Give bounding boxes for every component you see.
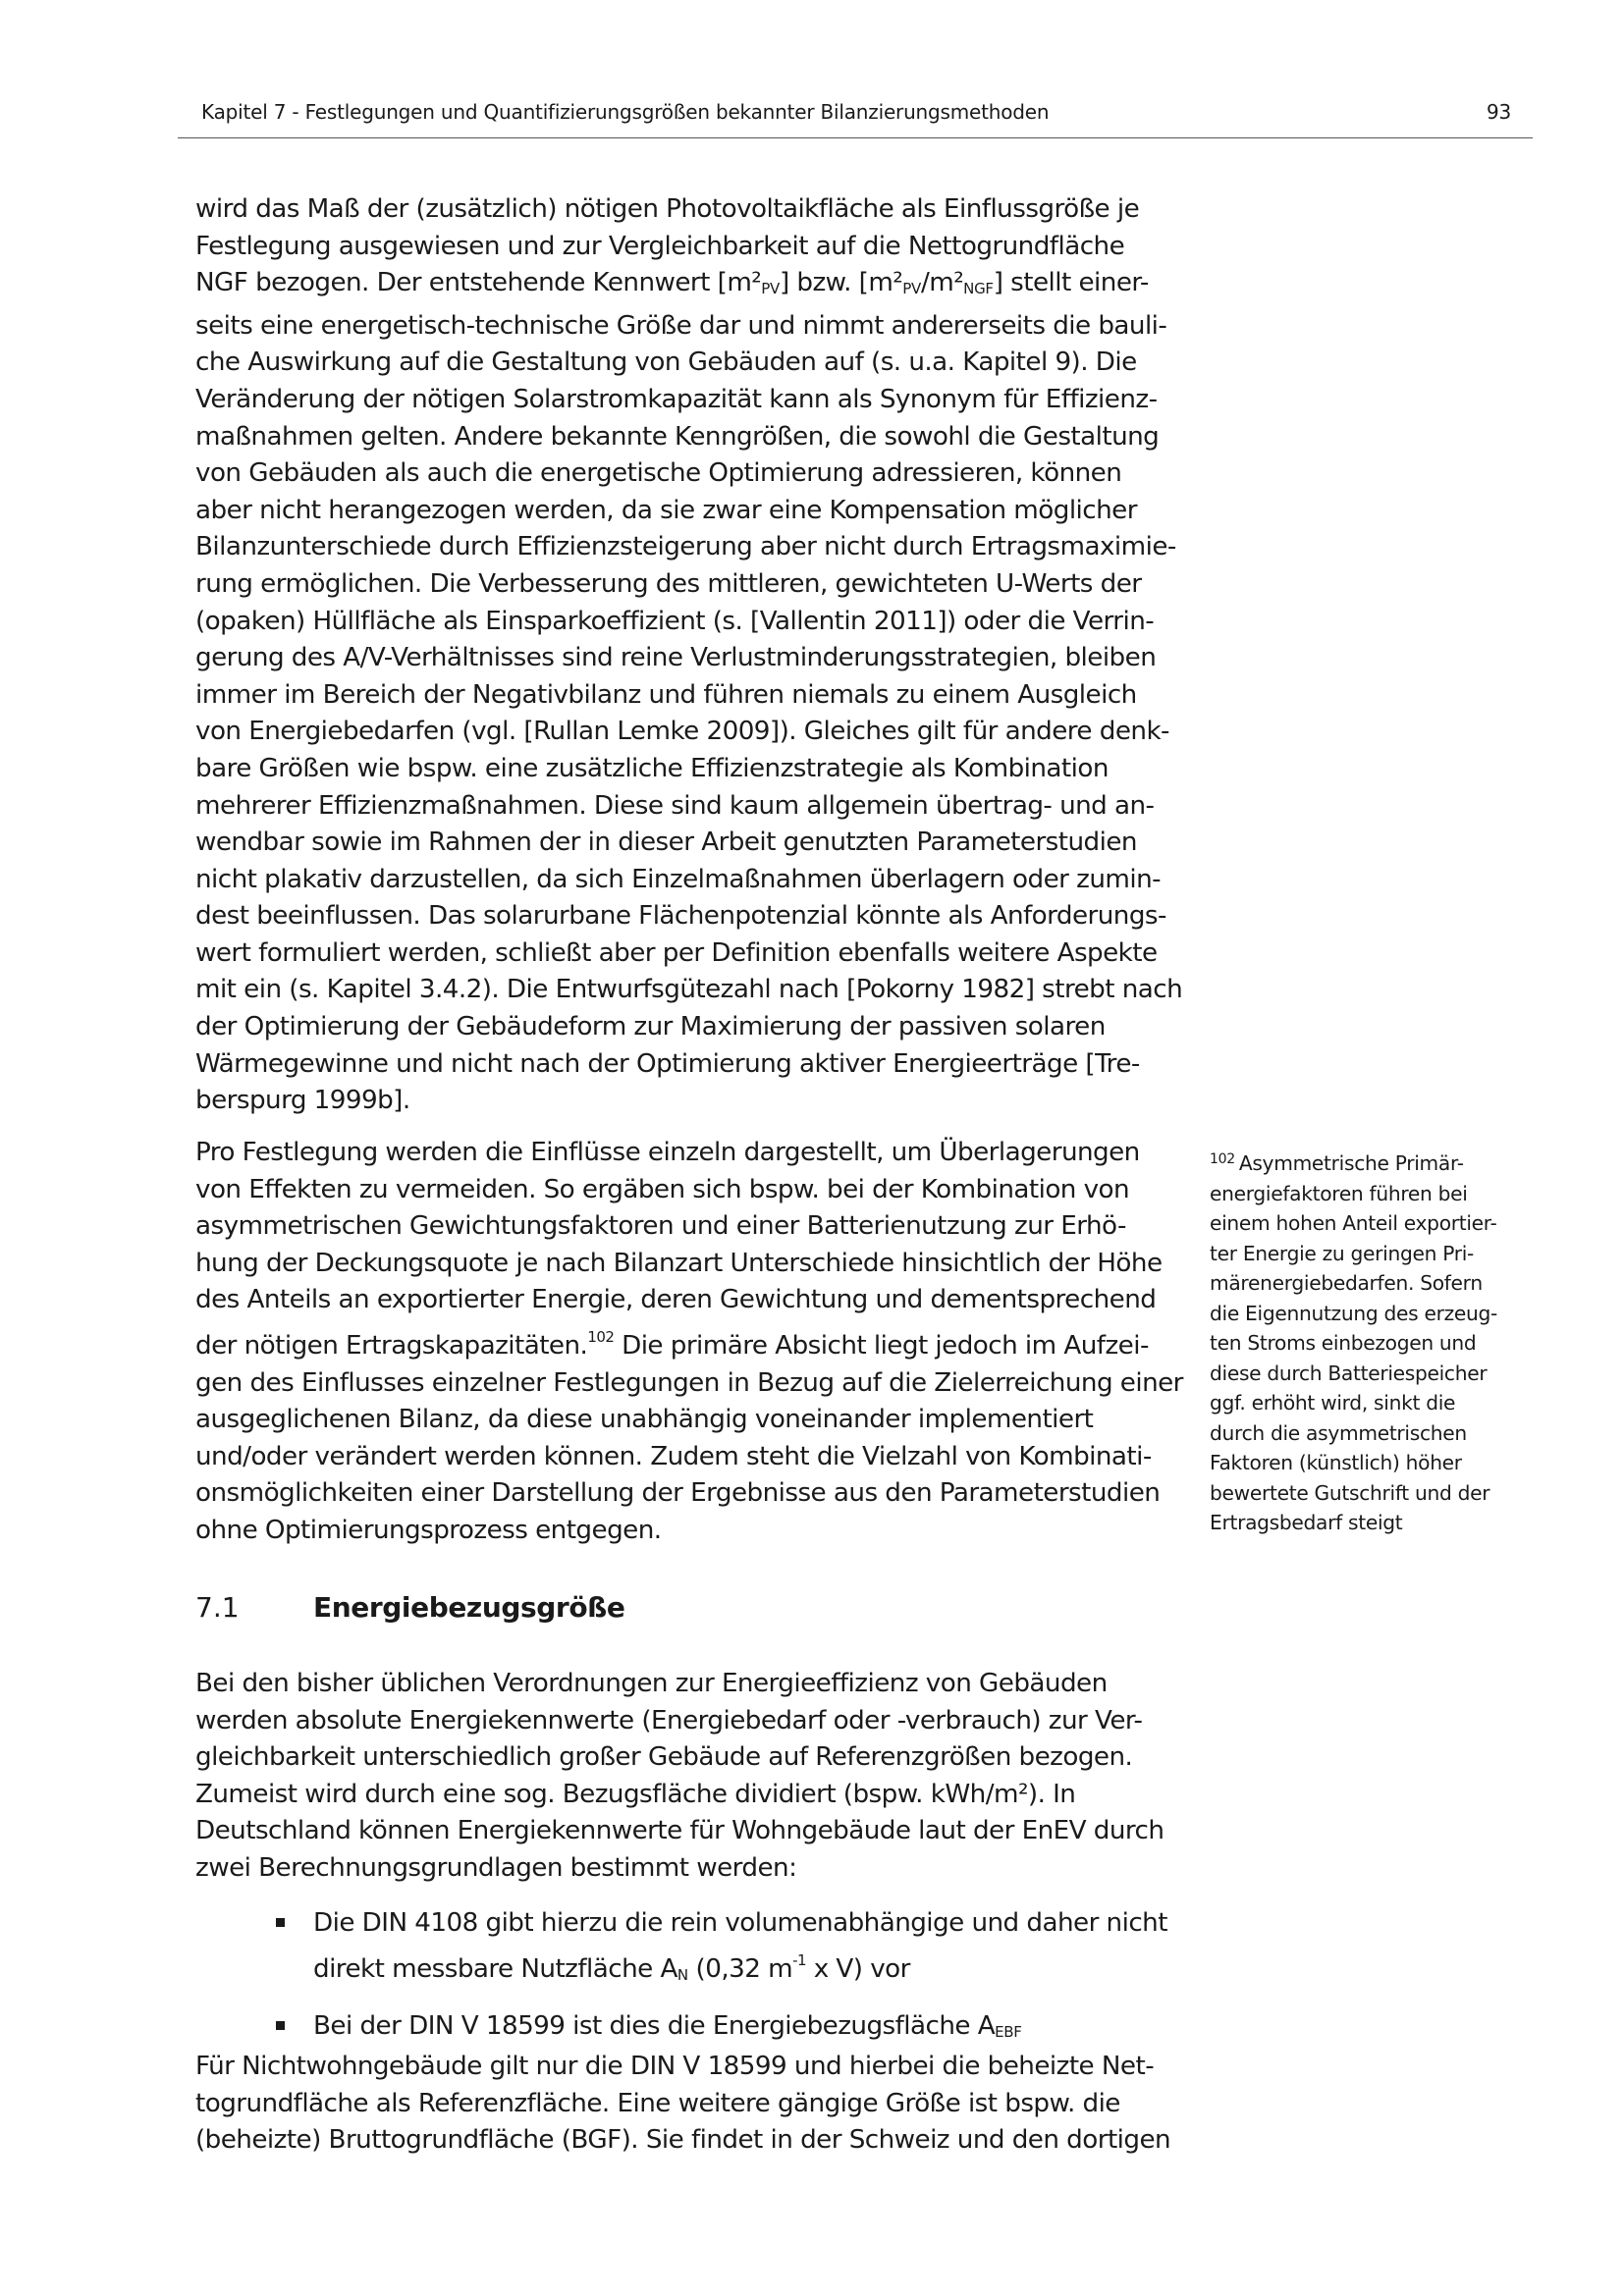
footnote-mark: 102 (1210, 1151, 1235, 1167)
text-line: Pro Festlegung werden die Einflüsse einzeln dargestellt, um Überlagerungen (195, 1138, 1140, 1167)
text-line: rung ermöglichen. Die Verbesserung des mittleren, gewichteten U-Werts der (195, 568, 1142, 599)
text-line: NGF bezogen. Der entstehende Kennwert $[m^2_{PV}]$ bzw. $[m^2_{PV}/m^2_{NGF}]$ stellt einer- (195, 268, 1149, 298)
text-line: (opaken) Hüllfläche als Einsparkoeffizient (s. [Vallentin 2011]) oder die Verrin- (195, 606, 1155, 636)
text-line: che Auswirkung auf die Gestaltung von Gebäuden auf (s. u.a. Kapitel 9). Die (195, 347, 1137, 378)
section-number: 7.1 (195, 1591, 240, 1624)
list-item (195, 2008, 1177, 2052)
page-number: 93 (1486, 100, 1511, 124)
text-line: werden absolute Energiekennwerte (Energiebedarf oder -verbrauch) zur Ver- (195, 1705, 1143, 1735)
text-line: seits eine energetisch-technische Größe dar und nimmt andererseits die bauli- (195, 310, 1167, 341)
text-line: $^{102}$ Asymmetrische Primär- (1210, 1151, 1464, 1175)
text-line: immer im Bereich der Negativbilanz und führen niemals zu einem Ausgleich (195, 679, 1137, 710)
text-line: der nötigen Ertragskapazitäten.$^{102}$ Die primäre Absicht liegt jedoch im Aufzei- (195, 1327, 1149, 1361)
text-line: mehrerer Effizienzmaßnahmen. Diese sind kaum allgemein übertrag- und an- (195, 790, 1155, 821)
text-line: Bei der DIN V 18599 ist dies die Energiebezugsfläche $A_{EBF}$ (313, 2011, 1022, 2042)
text-line: Ertragsbedarf steigt (1210, 1511, 1403, 1534)
text-line: bewertete Gutschrift und der (1210, 1480, 1490, 1505)
text-line: Die DIN 4108 gibt hierzu die rein volumenabhängige und daher nicht (313, 1908, 1167, 1938)
text-line: maßnahmen gelten. Andere bekannte Kenngrößen, die sowohl die Gestaltung (195, 421, 1160, 452)
paragraph-2 (195, 1135, 1183, 1550)
text-line: berspurg 1999b]. (195, 1086, 410, 1116)
paragraph-3 (195, 1666, 1177, 1888)
text-line: hung der Deckungsquote je nach Bilanzart Unterschiede hinsichtlich der Höhe (195, 1248, 1163, 1278)
text-line: direkt messbare Nutzfläche $A_N$ (0,32 $m^{-1}$ x V) vor (313, 1950, 910, 1984)
paragraph-1 (195, 191, 1183, 1120)
text-line: Zumeist wird durch eine sog. Bezugsfläche dividiert (bspw. kWh/m²). In (195, 1779, 1076, 1809)
text-line: Wärmegewinne und nicht nach der Optimierung aktiver Energieerträge [Tre- (195, 1048, 1140, 1079)
text-line: Für Nichtwohngebäude gilt nur die DIN V 18599 und hierbei die beheizte Net- (195, 2052, 1155, 2081)
text-line: ter Energie zu geringen Pri- (1210, 1241, 1475, 1265)
text-line: bare Größen wie bspw. eine zusätzliche Effizienzstrategie als Kombination (195, 753, 1109, 783)
bullet-list (195, 1905, 1177, 2052)
text-line: (beheizte) Bruttogrundfläche (BGF). Sie findet in der Schweiz und den dortigen (195, 2125, 1171, 2156)
text-line: dest beeinflussen. Das solarurbane Flächenpotenzial könnte als Anforderungs- (195, 901, 1166, 932)
text-line: ausgeglichenen Bilanz, da diese unabhängig voneinander implementiert (195, 1405, 1094, 1435)
text-line: ohne Optimierungsprozess entgegen. (195, 1515, 662, 1545)
text-line: Festlegung ausgewiesen und zur Vergleichbarkeit auf die Nettogrundfläche (195, 231, 1125, 261)
section-title: Energiebezugsgröße (313, 1591, 625, 1624)
text-line: Bilanzunterschiede durch Effizienzsteigerung aber nicht durch Ertragsmaximie- (195, 532, 1176, 562)
text-line: energiefaktoren führen bei (1210, 1181, 1468, 1205)
text-line: märenergiebedarfen. Sofern (1210, 1271, 1483, 1295)
footnote-reference[interactable]: 102 (587, 1327, 615, 1346)
section-heading (195, 1590, 624, 1626)
paragraph-4 (195, 2049, 1177, 2160)
text-line: wert formuliert werden, schließt aber per Definition ebenfalls weitere Aspekte (195, 937, 1158, 968)
chapter-title: Kapitel 7 - Festlegungen und Quantifizierungsgrößen bekannter Bilanzierungsmethoden (201, 100, 1050, 124)
text-line: Bei den bisher üblichen Verordnungen zur Energieeffizienz von Gebäuden (195, 1669, 1108, 1698)
text-line: ggf. erhöht wird, sinkt die (1210, 1391, 1456, 1415)
list-item (195, 1905, 1177, 1994)
text-line: zwei Berechnungsgrundlagen bestimmt werden: (195, 1852, 797, 1883)
text-line: ten Stroms einbezogen und (1210, 1331, 1477, 1355)
text-line: nicht plakativ darzustellen, da sich Einzelmaßnahmen überlagern oder zumin- (195, 864, 1162, 894)
margin-footnote (1210, 1145, 1534, 1538)
text-line: des Anteils an exportierter Energie, deren Gewichtung und dementsprechend (195, 1285, 1157, 1315)
text-line: onsmöglichkeiten einer Darstellung der Ergebnisse aus den Parameterstudien (195, 1478, 1161, 1509)
text-line: von Gebäuden als auch die energetische Optimierung adressieren, können (195, 458, 1122, 489)
text-line: togrundfläche als Referenzfläche. Eine weitere gängige Größe ist bspw. die (195, 2088, 1120, 2118)
running-header (178, 96, 1533, 138)
text-line: diese durch Batteriespeicher (1210, 1361, 1488, 1385)
text-line: Deutschland können Energiekennwerte für Wohngebäude laut der EnEV durch (195, 1816, 1164, 1846)
text-line: Faktoren (künstlich) höher (1210, 1451, 1462, 1474)
text-line: die Eigennutzung des erzeug- (1210, 1301, 1497, 1325)
text-line: Veränderung der nötigen Solarstromkapazität kann als Synonym für Effizienz- (195, 384, 1158, 414)
text-line: gen des Einflusses einzelner Festlegungen in Bezug auf die Zielerreichung einer (195, 1367, 1183, 1398)
text-line: von Energiebedarfen (vgl. [Rullan Lemke 2009]). Gleiches gilt für andere denk- (195, 717, 1169, 747)
bullet-square-icon (276, 2021, 285, 2030)
text-line: wendbar sowie im Rahmen der in dieser Arbeit genutzten Parameterstudien (195, 828, 1137, 858)
text-line: einem hohen Anteil exportier- (1210, 1211, 1497, 1235)
text-line: und/oder verändert werden können. Zudem steht die Vielzahl von Kombinati- (195, 1441, 1152, 1471)
text-line: asymmetrischen Gewichtungsfaktoren und einer Batterienutzung zur Erhö- (195, 1211, 1126, 1242)
text-line: gleichbarkeit unterschiedlich großer Gebäude auf Referenzgrößen bezogen. (195, 1742, 1133, 1773)
text-line: durch die asymmetrischen (1210, 1420, 1467, 1445)
text-line: aber nicht herangezogen werden, da sie zwar eine Kompensation möglicher (195, 495, 1137, 525)
text-line: wird das Maß der (zusätzlich) nötigen Photovoltaikfläche als Einflussgröße je (195, 194, 1140, 224)
text-line: mit ein (s. Kapitel 3.4.2). Die Entwurfsgütezahl nach [Pokorny 1982] strebt nach (195, 975, 1183, 1005)
text-line: gerung des A/V-Verhältnisses sind reine Verlustminderungsstrategien, bleiben (195, 643, 1157, 673)
text-line: der Optimierung der Gebäudeform zur Maximierung der passiven solaren (195, 1012, 1106, 1042)
bullet-square-icon (276, 1918, 285, 1927)
text-line: von Effekten zu vermeiden. So ergäben sich bspw. bei der Kombination von (195, 1174, 1130, 1204)
